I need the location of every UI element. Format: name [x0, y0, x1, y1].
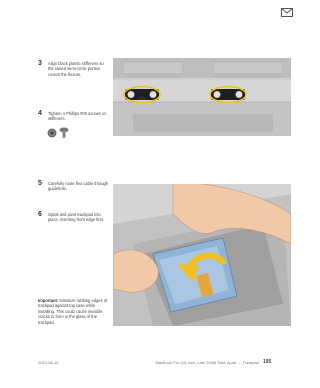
step-number: 3 [38, 60, 42, 67]
page-number: 195 [263, 359, 272, 365]
step-text: Tighten 4 Phillips #00 screws on stiffeners. [48, 111, 107, 122]
screw-icon [47, 128, 57, 138]
footer-date: 2010-06-15 [38, 360, 59, 365]
screw-side-icon [59, 127, 69, 139]
step-text: Carefully route flex cable through guidehole. [48, 181, 109, 192]
footer-title: MacBook Pro (15-inch, Late 2008) Take Apart — Trackpad [155, 360, 259, 365]
note-text: Minimize rubbing edges of trackpad against top case while installing. This could cause invisible cracks to form in the glass of the trackpad. [38, 298, 108, 325]
important-note [38, 298, 108, 325]
step-number: 6 [38, 211, 42, 218]
envelope-icon[interactable] [281, 8, 293, 17]
trackpad-install-photo [113, 184, 291, 326]
note-label: Important: [38, 298, 59, 303]
step-text: Spiral and pivot trackpad into place, inserting front edge first. [48, 212, 104, 223]
step-number: 4 [38, 110, 42, 117]
step-text: Align black plastic stiffeners so the raised semi-circle portion covers the flexure. [48, 61, 104, 77]
step-number: 5 [38, 180, 42, 187]
stiffener-photo [113, 58, 291, 136]
